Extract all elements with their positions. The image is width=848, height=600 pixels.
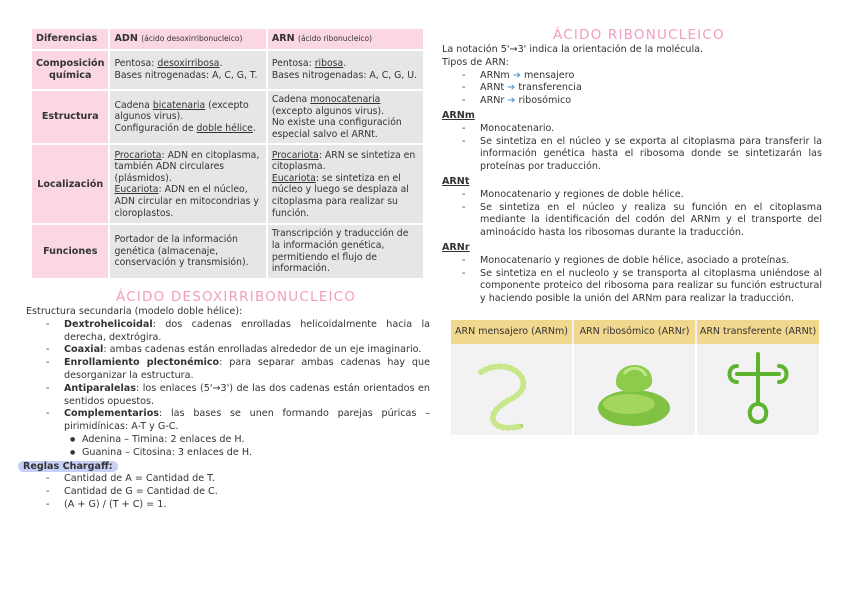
cell-text: Pentosa: <box>271 58 315 70</box>
table-cell <box>110 91 265 143</box>
list-item: - Monocatenario. <box>442 123 822 136</box>
group-heading: ARNt <box>442 175 470 187</box>
item-term: Enrollamiento plectonémico <box>64 357 220 369</box>
cell-term: monocatenaria <box>310 94 381 105</box>
cell-term: Procariota <box>271 149 319 161</box>
mrna-strand-icon <box>451 344 572 435</box>
arnm-list <box>442 123 822 174</box>
table-row <box>32 225 423 277</box>
table-row <box>32 145 423 223</box>
list-item <box>26 408 430 434</box>
cell-term: bicatenaria <box>152 99 206 111</box>
type-name: mensajero <box>523 69 575 81</box>
item-term: Dextrohelicoidal <box>64 318 153 330</box>
cell-text: . <box>252 122 256 134</box>
header-arn <box>268 29 423 49</box>
cell-term: ribosa <box>314 58 344 70</box>
list-item: ● Guanina – Citosina: 3 enlaces de H. <box>26 447 430 460</box>
list-item: - Cantidad de A = Cantidad de T. <box>26 473 430 486</box>
header-arn-sub: (ácido ribonucleico) <box>298 34 373 44</box>
rna-image-table <box>451 320 819 435</box>
list-item: - Se sintetiza en el núcleo y realiza su función en el citoplasma mediante la identificación del codón del ARNm y el transporte del aminoácido hasta los ribosomas durante la traducción. <box>442 202 822 240</box>
arn-types-list <box>442 70 822 108</box>
row-label: Localización <box>32 145 108 223</box>
item-text: : ambas cadenas están enrolladas alrededor de un eje imaginario. <box>103 344 422 356</box>
adn-sublist <box>26 434 430 460</box>
cell-text: (excepto algunos virus). <box>271 105 385 117</box>
arnt-list <box>442 189 822 240</box>
rrna-image-cell <box>574 344 697 435</box>
list-item <box>442 70 822 83</box>
list-item: - Monocatenario y regiones de doble hélice. <box>442 189 822 202</box>
mrna-image-cell <box>451 344 574 435</box>
trna-image-cell <box>697 344 819 435</box>
cell-text: : ADN en citoplasma, también ADN circulares (plásmidos). <box>114 149 260 184</box>
type-code: ARNt <box>480 82 505 94</box>
row-label: Estructura <box>32 91 108 143</box>
cell-text: Configuración de <box>114 122 197 134</box>
list-item: - Cantidad de G = Cantidad de C. <box>26 486 430 499</box>
adn-section-title: ÁCIDO DESOXIRRIBONUCLEICO <box>116 289 357 305</box>
arrow-icon: ➔ <box>507 82 516 94</box>
header-adn <box>110 29 265 49</box>
chargaff-title: Reglas Chargaff: <box>18 461 118 472</box>
image-header: ARN mensajero (ARNm) <box>451 320 572 344</box>
header-label: Diferencias <box>36 33 98 45</box>
table-cell <box>268 145 423 223</box>
item-text: : dos cadenas enrolladas helicoidalmente hacia la derecha, dextrógira. <box>64 318 430 343</box>
group-heading: ARNr <box>442 241 470 253</box>
list-item <box>26 357 430 383</box>
group-heading: ARNm <box>442 109 475 121</box>
cell-text: : ADN en el núcleo, ADN circular en mitocondrias y cloroplastos. <box>114 184 259 219</box>
cell-term: doble hélice <box>196 122 253 134</box>
arrow-icon: ➔ <box>507 95 516 107</box>
item-text: : los enlaces (5'→3') de las dos cadenas están orientados en sentidos opuestos. <box>64 382 430 407</box>
table-cell <box>268 51 423 89</box>
cell-text: No existe una configuración especial salvo el ARNt. <box>271 117 402 140</box>
ribosome-icon <box>574 344 695 435</box>
list-item <box>26 319 430 345</box>
arnr-list <box>442 255 822 306</box>
arn-line2: Tipos de ARN: <box>442 56 509 68</box>
cell-term: Eucariota <box>114 184 159 196</box>
item-text: : para separar ambas cadenas hay que desorganizar la estructura. <box>64 357 430 381</box>
table-row <box>32 51 423 89</box>
comparison-table <box>30 27 425 280</box>
list-item: - (A + G) / (T + C) = 1. <box>26 499 430 512</box>
table-cell: Transcripción y traducción de la información genética, permitiendo el flujo de información. <box>268 225 423 277</box>
header-diferencias <box>32 29 108 49</box>
table-cell <box>268 91 423 143</box>
cell-text: Pentosa: <box>114 58 158 70</box>
header-adn-main: ADN <box>114 33 138 45</box>
table-cell <box>110 145 265 223</box>
type-code: ARNr <box>480 95 505 107</box>
cell-text: (excepto algunos virus). <box>114 99 249 123</box>
cell-term: desoxirribosa <box>157 58 220 70</box>
list-item: - Se sintetiza en el núcleo y se exporta al citoplasma para transferir la información genética hasta el ribosoma donde se sintetizarán las proteínas por traducción. <box>442 136 822 174</box>
list-item: - Monocatenario y regiones de doble hélice, asociado a proteínas. <box>442 255 822 268</box>
image-header: ARN ribosómico (ARNr) <box>574 320 695 344</box>
chargaff-list <box>26 473 430 511</box>
cell-text: Bases nitrogenadas: A, C, G, T. <box>114 70 258 81</box>
cell-text: Bases nitrogenadas: A, C, G, U. <box>271 70 417 81</box>
row-label: Funciones <box>32 225 108 277</box>
header-adn-sub: (ácido desoxirribonucleico) <box>141 34 243 44</box>
type-name: transferencia <box>518 82 582 94</box>
cell-text: . <box>343 58 347 70</box>
arn-line1: La notación 5'→3' indica la orientación de la molécula. <box>442 44 704 55</box>
table-row <box>32 91 423 143</box>
list-item <box>26 383 430 409</box>
list-item <box>442 82 822 95</box>
arn-section <box>442 44 822 306</box>
cell-text: Cadena <box>114 99 153 111</box>
arrow-icon: ➔ <box>512 69 521 81</box>
cell-text: : se sintetiza en el núcleo y luego se desplaza al citoplasma para realizar su función. <box>271 172 409 219</box>
list-item <box>26 344 430 357</box>
image-header: ARN transferente (ARNt) <box>697 320 819 344</box>
table-cell <box>110 51 265 89</box>
table-cell: Portador de la información genética (almacenaje, conservación y transmisión). <box>110 225 265 277</box>
trna-cloverleaf-icon <box>697 344 819 435</box>
item-term: Complementarios <box>64 408 160 420</box>
item-term: Antiparalelas <box>64 382 136 394</box>
list-item: - Se sintetiza en el nucleolo y se transporta al citoplasma uniéndose al componente proteico del ribosoma para realizar su función estructural y haciendo posible la unión del ARNm para realizar la traducción. <box>442 268 822 306</box>
cell-term: Procariota <box>114 149 162 161</box>
list-item <box>442 95 822 108</box>
table-header-row <box>32 29 423 49</box>
cell-text: . <box>219 58 223 70</box>
adn-intro: Estructura secundaria (modelo doble hélice): <box>26 306 243 317</box>
header-arn-main: ARN <box>271 33 295 45</box>
item-text: : las bases se unen formando parejas púricas – pirimidínicas: A-T y G-C. <box>64 408 430 433</box>
type-code: ARNm <box>480 69 510 81</box>
arn-section-title: ÁCIDO RIBONUCLEICO <box>553 27 725 43</box>
cell-term: Eucariota <box>271 172 316 184</box>
cell-text: Cadena <box>271 94 311 105</box>
adn-list <box>26 319 430 434</box>
item-term: Coaxial <box>64 344 104 356</box>
row-label: Composición química <box>32 51 108 89</box>
cell-text: : ARN se sintetiza en citoplasma. <box>271 149 416 173</box>
adn-section <box>23 306 430 512</box>
type-name: ribosómico <box>518 95 572 107</box>
list-item: ● Adenina – Timina: 2 enlaces de H. <box>26 434 430 447</box>
